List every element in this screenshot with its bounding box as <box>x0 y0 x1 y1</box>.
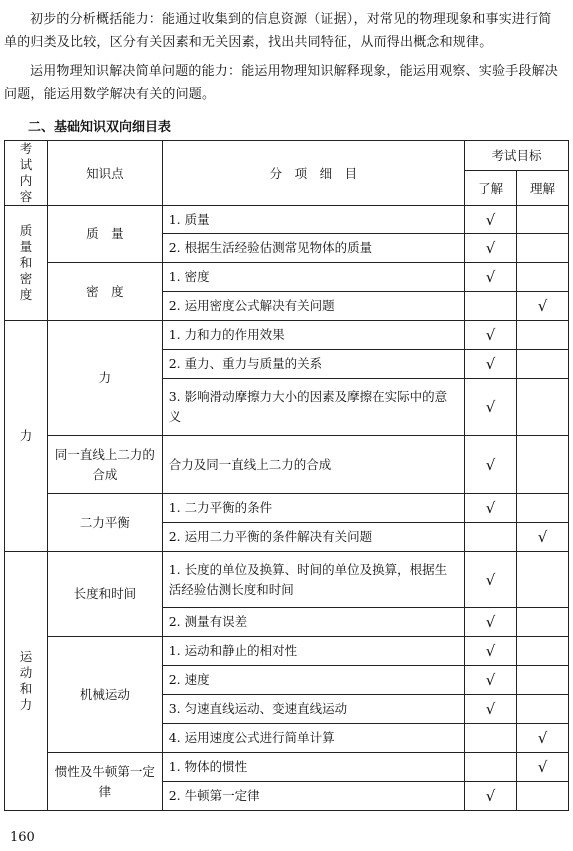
check-mark-icon: √ <box>537 758 548 776</box>
detail-item: 1. 二力平衡的条件 <box>162 494 464 523</box>
table-row <box>5 263 569 292</box>
comprehend-cell <box>517 666 569 695</box>
section-name: 质 量 和 密 度 <box>5 206 48 321</box>
understand-cell <box>465 666 517 695</box>
understand-cell <box>465 523 517 552</box>
comprehend-cell <box>517 782 569 811</box>
table-row <box>5 494 569 523</box>
table-header <box>5 141 569 206</box>
header-knowledge: 知识点 <box>47 141 162 206</box>
table-row <box>5 753 569 782</box>
comprehend-cell <box>517 753 569 782</box>
table-row <box>5 206 569 234</box>
understand-cell <box>465 782 517 811</box>
comprehend-cell <box>517 523 569 552</box>
understand-cell <box>465 292 517 321</box>
comprehend-cell <box>517 695 569 724</box>
detail-item: 2. 牛顿第一定律 <box>162 782 464 811</box>
detail-item: 1. 物体的惯性 <box>162 753 464 782</box>
understand-cell <box>465 724 517 753</box>
understand-cell <box>465 637 517 666</box>
check-mark-icon: √ <box>485 355 496 373</box>
knowledge-point: 力 <box>47 321 162 436</box>
comprehend-cell <box>517 263 569 292</box>
table-row <box>5 436 569 494</box>
detail-item: 2. 测量有误差 <box>162 608 464 637</box>
header-details: 分 项 细 目 <box>162 141 464 206</box>
knowledge-table <box>4 140 569 811</box>
check-mark-icon: √ <box>485 787 496 805</box>
understand-cell <box>465 206 517 234</box>
detail-item: 3. 匀速直线运动、变速直线运动 <box>162 695 464 724</box>
detail-item: 2. 重力、重力与质量的关系 <box>162 350 464 379</box>
understand-cell <box>465 379 517 436</box>
understand-cell <box>465 321 517 350</box>
check-mark-icon: √ <box>537 528 548 546</box>
header-understand: 了解 <box>465 170 517 205</box>
check-mark-icon: √ <box>485 700 496 718</box>
detail-item: 1. 密度 <box>162 263 464 292</box>
comprehend-cell <box>517 552 569 608</box>
check-mark-icon: √ <box>537 297 548 315</box>
understand-cell <box>465 695 517 724</box>
knowledge-point: 二力平衡 <box>47 494 162 552</box>
comprehend-cell <box>517 321 569 350</box>
header-content: 考 试 内 容 <box>5 141 48 206</box>
check-mark-icon: √ <box>485 671 496 689</box>
check-mark-icon: √ <box>485 326 496 344</box>
detail-item: 2. 根据生活经验估测常见物体的质量 <box>162 234 464 263</box>
understand-cell <box>465 350 517 379</box>
detail-item: 1. 质量 <box>162 206 464 234</box>
detail-item: 1. 长度的单位及换算、时间的单位及换算，根据生活经验估测长度和时间 <box>162 552 464 608</box>
comprehend-cell <box>517 436 569 494</box>
knowledge-point: 质 量 <box>47 206 162 263</box>
section-heading: 二、基础知识双向细目表 <box>28 120 172 135</box>
detail-item: 3. 影响滑动摩擦力大小的因素及摩擦在实际中的意义 <box>162 379 464 436</box>
check-mark-icon: √ <box>485 210 496 229</box>
check-mark-icon: √ <box>485 499 496 517</box>
comprehend-cell <box>517 206 569 234</box>
understand-cell <box>465 234 517 263</box>
comprehend-cell <box>517 494 569 523</box>
table-row <box>5 552 569 608</box>
detail-item: 2. 运用密度公式解决有关问题 <box>162 292 464 321</box>
understand-cell <box>465 263 517 292</box>
check-mark-icon: √ <box>485 239 496 257</box>
check-mark-icon: √ <box>485 642 496 660</box>
header-goal: 考试目标 <box>465 141 569 171</box>
check-mark-icon: √ <box>485 398 496 416</box>
comprehend-cell <box>517 234 569 263</box>
detail-item: 2. 运用二力平衡的条件解决有关问题 <box>162 523 464 552</box>
understand-cell <box>465 608 517 637</box>
comprehend-cell <box>517 379 569 436</box>
comprehend-cell <box>517 637 569 666</box>
knowledge-point: 密 度 <box>47 263 162 321</box>
header-comprehend: 理解 <box>517 170 569 205</box>
table-body <box>5 206 569 811</box>
detail-item: 2. 速度 <box>162 666 464 695</box>
comprehend-cell <box>517 292 569 321</box>
comprehend-cell <box>517 724 569 753</box>
intro-paragraph-1: 初步的分析概括能力：能通过收集到的信息资源（证据），对常见的物理现象和事实进行简单的归类及比较，区分有关因素和无关因素，找出共同特征，从而得出概念和规律。 <box>4 12 552 50</box>
check-mark-icon: √ <box>485 570 496 589</box>
knowledge-point: 同一直线上二力的合成 <box>47 436 162 494</box>
comprehend-cell <box>517 350 569 379</box>
page-number: 160 <box>10 830 35 845</box>
check-mark-icon: √ <box>485 455 496 474</box>
knowledge-point: 长度和时间 <box>47 552 162 637</box>
detail-item: 4. 运用速度公式进行简单计算 <box>162 724 464 753</box>
detail-item: 合力及同一直线上二力的合成 <box>162 436 464 494</box>
understand-cell <box>465 552 517 608</box>
understand-cell <box>465 494 517 523</box>
table-row <box>5 637 569 666</box>
understand-cell <box>465 753 517 782</box>
detail-item: 1. 力和力的作用效果 <box>162 321 464 350</box>
knowledge-point: 惯性及牛顿第一定律 <box>47 753 162 811</box>
understand-cell <box>465 436 517 494</box>
check-mark-icon: √ <box>485 613 496 631</box>
intro-paragraph-2: 运用物理知识解决简单问题的能力：能运用物理知识解释现象，能运用观察、实验手段解决问题，能运用数学解决有关的问题。 <box>4 64 559 102</box>
comprehend-cell <box>517 608 569 637</box>
table-row <box>5 321 569 350</box>
section-name: 力 <box>5 321 48 552</box>
knowledge-point: 机械运动 <box>47 637 162 753</box>
check-mark-icon: √ <box>537 729 548 747</box>
check-mark-icon: √ <box>485 268 496 286</box>
section-name: 运 动 和 力 <box>5 552 48 811</box>
detail-item: 1. 运动和静止的相对性 <box>162 637 464 666</box>
